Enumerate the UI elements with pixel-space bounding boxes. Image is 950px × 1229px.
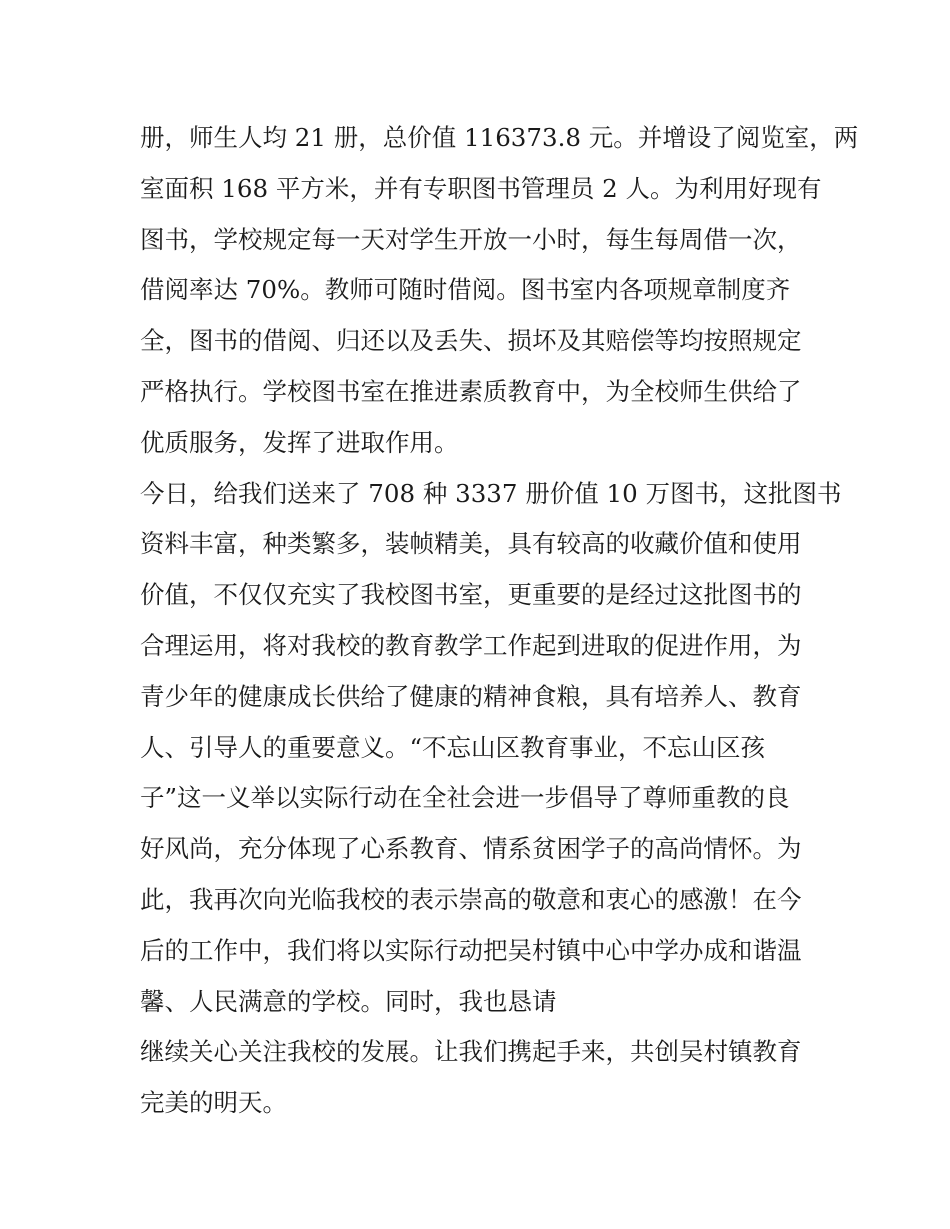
text-line: 册，师生人均 21 册，总价值 116373.8 元。并增设了阅览室，两 [140,123,859,152]
text-line: 优质服务，发挥了进取作用。 [140,427,459,457]
text-line: 馨、人民满意的学校。同时，我也恳请 [140,986,557,1016]
text-line: 完美的明天。 [140,1088,287,1118]
text-line: 图书，学校规定每一天对学生开放一小时，每生每周借一次， [140,224,802,254]
text-line: 借阅率达 70%。教师可随时借阅。图书室内各项规章制度齐 [140,275,791,305]
text-line: 价值，不仅仅充实了我校图书室，更重要的是经过这批图书的 [140,580,802,610]
text-line: 室面积 168 平方米，并有专职图书管理员 2 人。为利用好现有 [140,173,822,203]
text-line: 全，图书的借阅、归还以及丢失、损坏及其赔偿等均按照规定 [140,326,802,356]
text-line: 严格执行。学校图书室在推进素质教育中，为全校师生供给了 [140,376,802,406]
text-line: 子”这一义举以实际行动在全社会进一步倡导了尊师重教的良 [140,783,790,813]
text-line: 好风尚，充分体现了心系教育、情系贫困学子的高尚情怀。为 [140,834,802,864]
text-line: 此，我再次向光临我校的表示崇高的敬意和衷心的感激！在今 [140,884,802,914]
text-line: 今日，给我们送来了 708 种 3337 册价值 10 万图书，这批图书 [140,478,842,508]
text-line: 资料丰富，种类繁多，装帧精美，具有较高的收藏价值和使用 [140,529,802,559]
text-line: 人、引导人的重要意义。“不忘山区教育事业，不忘山区孩 [140,732,766,762]
text-line: 后的工作中，我们将以实际行动把吴村镇中心中学办成和谐温 [140,935,802,965]
body-text [140,113,859,1129]
text-line: 青少年的健康成长供给了健康的精神食粮，具有培养人、教育 [140,681,802,711]
text-line: 继续关心关注我校的发展。让我们携起手来，共创吴村镇教育 [140,1037,802,1067]
text-line: 合理运用，将对我校的教育教学工作起到进取的促进作用，为 [140,630,802,660]
